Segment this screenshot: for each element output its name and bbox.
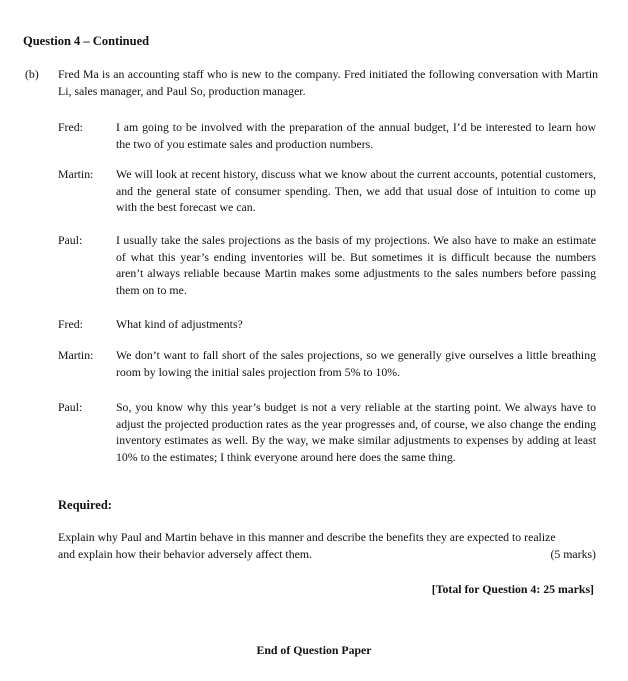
speaker-label: Fred: bbox=[58, 120, 83, 134]
question-heading: Question 4 – Continued bbox=[23, 34, 150, 48]
speech-text: What kind of adjustments? bbox=[116, 317, 243, 331]
speech-text: I am going to be involved with the preparation of the annual budget, I’d be interested to learn how the two of you estimate sales and production numbers. bbox=[116, 120, 596, 151]
required-line-1: Explain why Paul and Martin behave in this manner and describe the benefits they are expected to realize bbox=[58, 530, 556, 544]
part-label: (b) bbox=[25, 67, 39, 81]
required-line-2-row bbox=[58, 546, 596, 563]
end-of-paper: End of Question Paper bbox=[256, 643, 372, 657]
speech-text: We don’t want to fall short of the sales projections, so we generally give ourselves a little breathing room by lowing the initial sales projection from 5% to 10%. bbox=[116, 348, 596, 379]
speech-text: I usually take the sales projections as the basis of my projections. We also have to make an estimate of what this year’s ending inventories will be. But sometimes it is difficult because the numbers aren’t always reliable because Martin makes some adjustments to the sales numbers before passing them on to me. bbox=[116, 233, 596, 297]
speech-text: We will look at recent history, discuss what we know about the current accounts, potential customers, and the general state of consumer spending. Then, we add that usual dose of intuition to come up with the best forecast we can. bbox=[116, 167, 596, 215]
speaker-label: Fred: bbox=[58, 317, 83, 331]
speech-text: So, you know why this year’s budget is not a very reliable at the starting point. We always have to adjust the projected production rates as the year progresses and, of course, we also change the ending inventory estimates as well. By the way, we make similar adjustments to expenses by adding at least 10% to the estimates; I think everyone around here does the same thing. bbox=[116, 400, 596, 464]
required-instructions bbox=[58, 529, 596, 562]
speaker-label: Martin: bbox=[58, 348, 94, 362]
total-marks: [Total for Question 4: 25 marks] bbox=[431, 582, 594, 596]
marks-label: (5 marks) bbox=[550, 546, 596, 561]
required-label: Required: bbox=[58, 498, 112, 512]
speaker-label: Paul: bbox=[58, 233, 83, 247]
required-line-2: and explain how their behavior adversely affect them. bbox=[58, 546, 312, 561]
intro-paragraph: Fred Ma is an accounting staff who is new to the company. Fred initiated the following conversation with Martin Li, sales manager, and Paul So, production manager. bbox=[58, 67, 598, 98]
speaker-label: Paul: bbox=[58, 400, 83, 414]
speaker-label: Martin: bbox=[58, 167, 94, 181]
